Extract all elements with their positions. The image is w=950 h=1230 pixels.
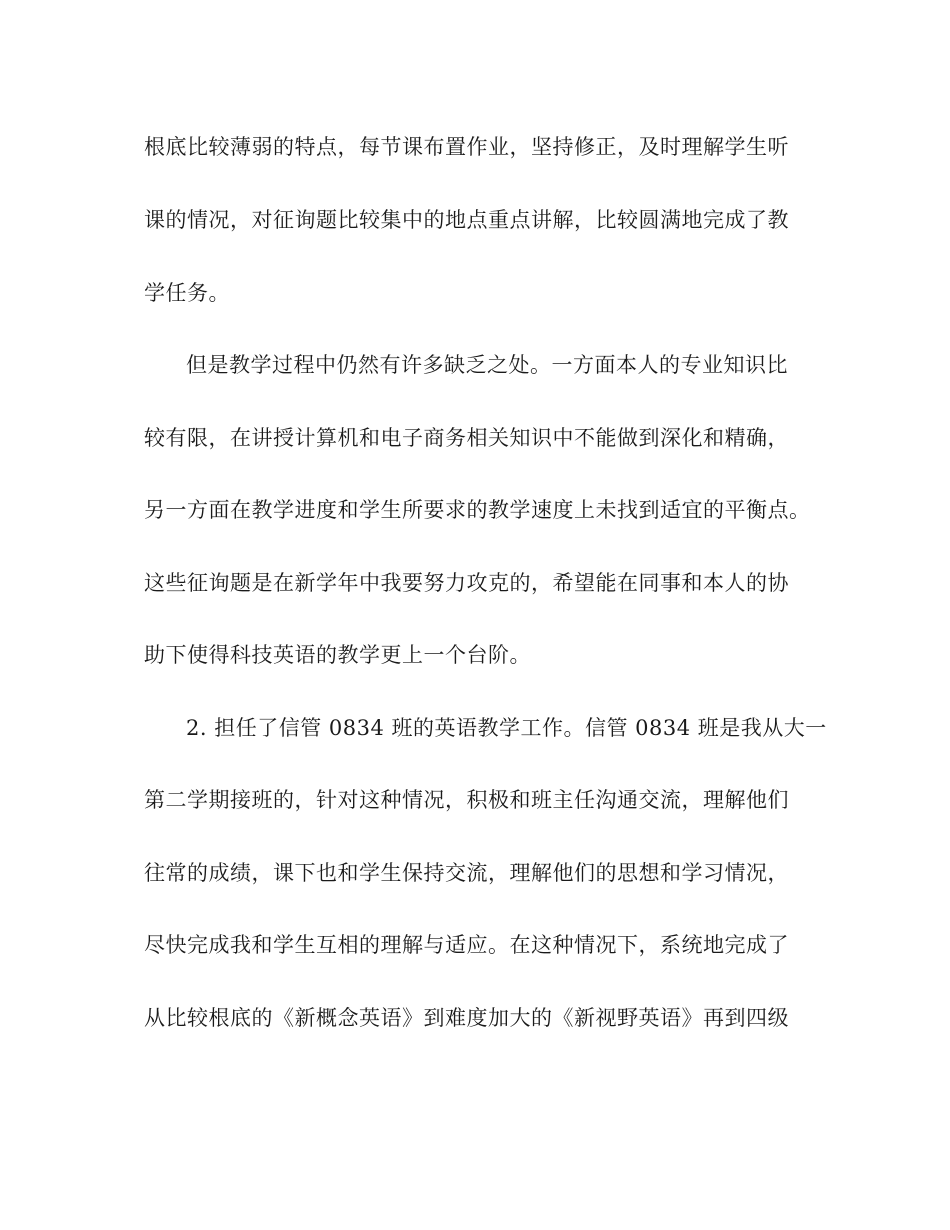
text-line: 这些征询题是在新学年中我要努力攻克的，希望能在同事和本人的协 xyxy=(144,571,789,595)
text-line: 往常的成绩，课下也和学生保持交流，理解他们的思想和学习情况， xyxy=(144,861,789,885)
text-line: 尽快完成我和学生互相的理解与适应。在这种情况下，系统地完成了 xyxy=(144,933,789,957)
text-line: 另一方面在教学进度和学生所要求的教学速度上未找到适宜的平衡点。 xyxy=(144,498,811,522)
text-line: 根底比较薄弱的特点，每节课布置作业，坚持修正，及时理解学生听 xyxy=(144,135,789,159)
text-line: 2. 担任了信管 0834 班的英语教学工作。信管 0834 班是我从大一 xyxy=(186,716,827,740)
text-line: 课的情况，对征询题比较集中的地点重点讲解，比较圆满地完成了教 xyxy=(144,208,789,232)
text-line: 较有限，在讲授计算机和电子商务相关知识中不能做到深化和精确， xyxy=(144,426,789,450)
text-line: 第二学期接班的，针对这种情况，积极和班主任沟通交流，理解他们 xyxy=(144,788,789,812)
text-line: 但是教学过程中仍然有许多缺乏之处。一方面本人的专业知识比 xyxy=(186,353,788,377)
text-line: 从比较根底的《新概念英语》到难度加大的《新视野英语》再到四级 xyxy=(144,1006,789,1030)
text-line: 助下使得科技英语的教学更上一个台阶。 xyxy=(144,643,531,667)
text-line: 学任务。 xyxy=(144,281,230,305)
